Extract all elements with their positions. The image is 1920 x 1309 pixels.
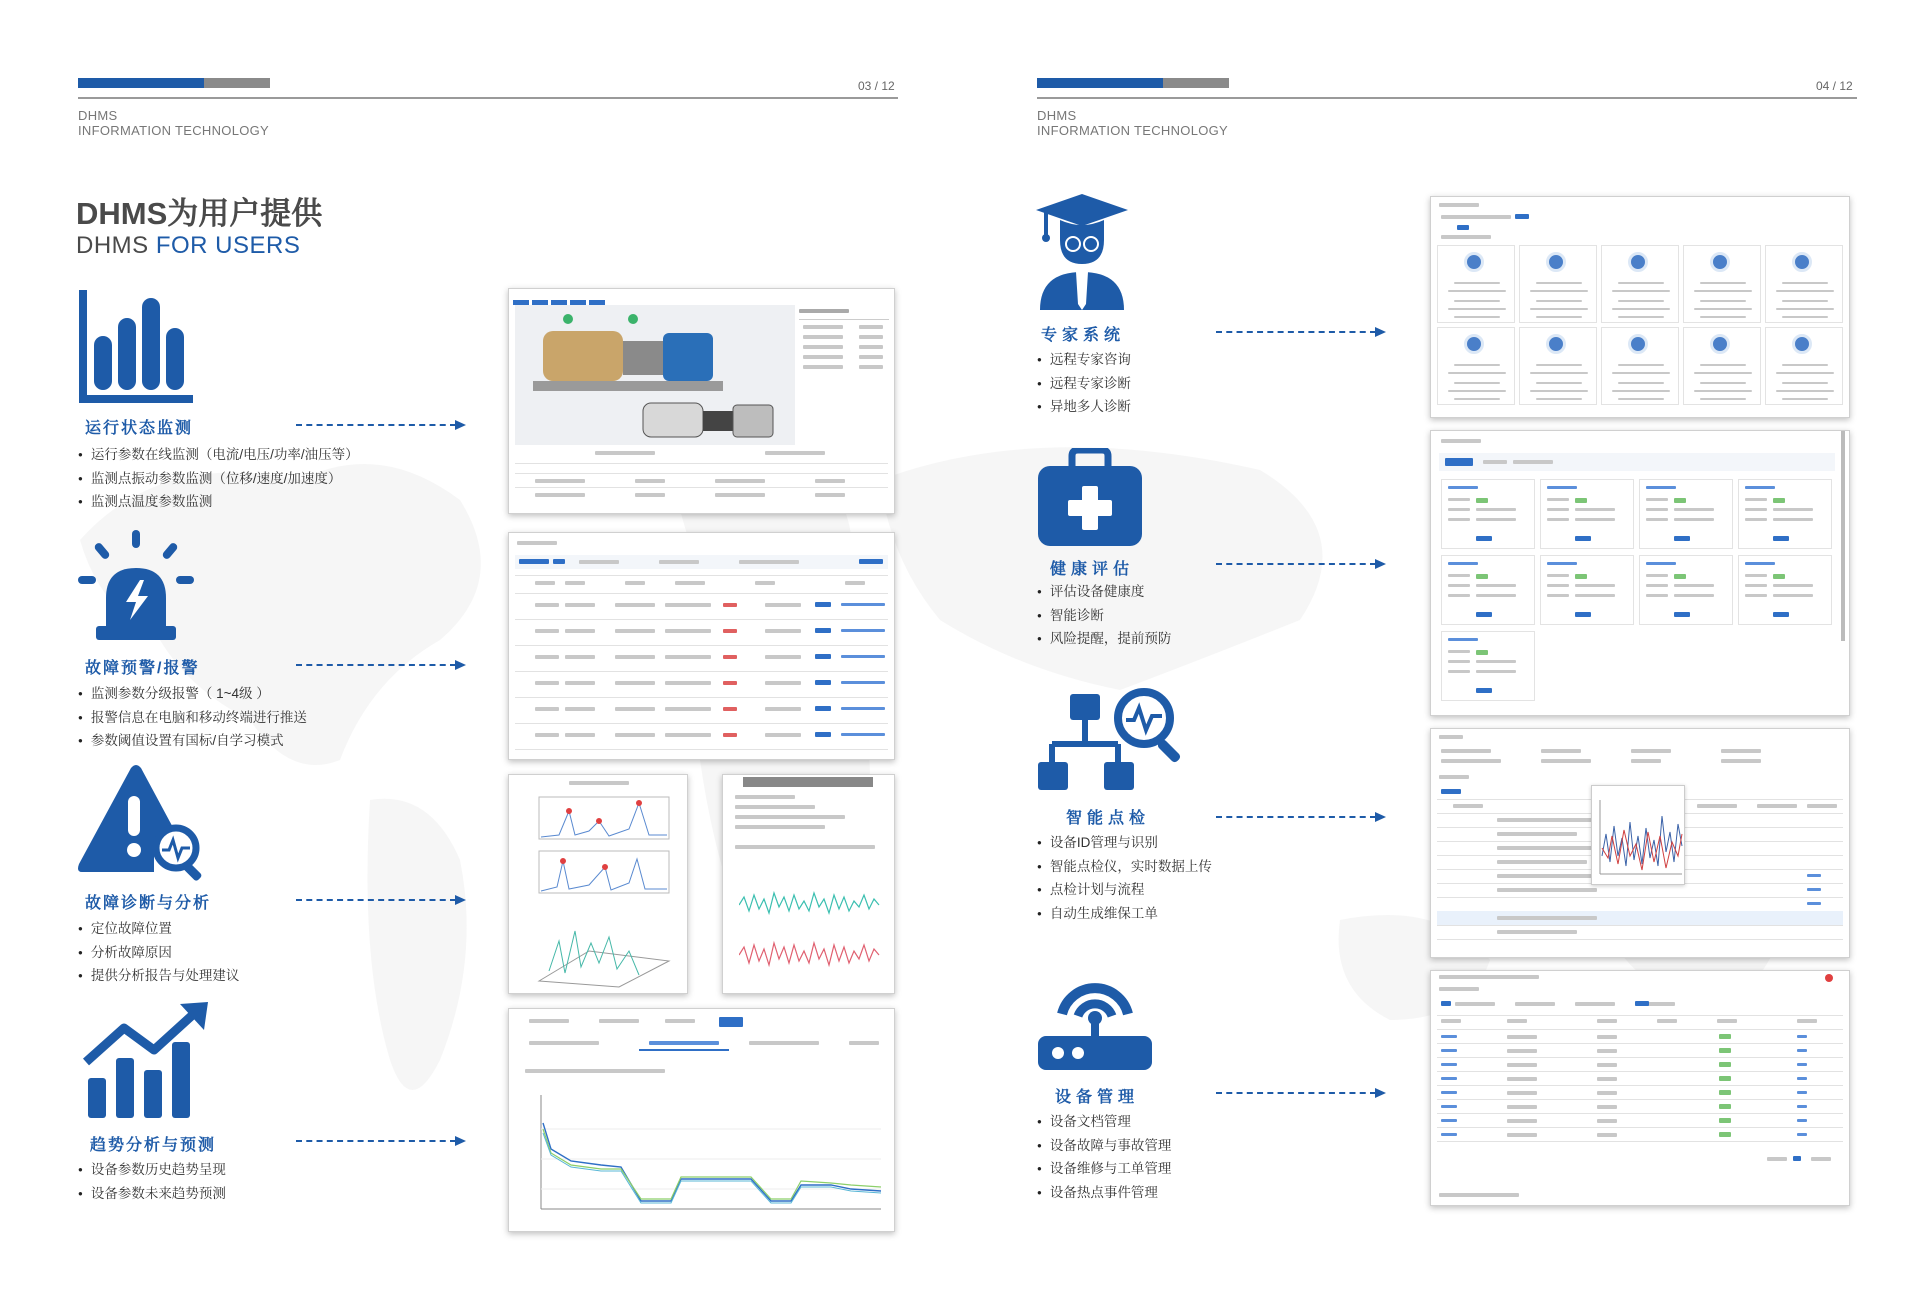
router-device-icon	[1036, 956, 1154, 1074]
avatar	[1546, 334, 1566, 354]
list-item: ● 监测点振动参数监测（位移/速度/加速度）	[78, 467, 359, 491]
expert-card	[1519, 327, 1597, 405]
list-item: ● 设备文档管理	[1037, 1110, 1171, 1134]
list-item: ● 远程专家诊断	[1037, 372, 1131, 396]
dashed-arrow	[1216, 559, 1386, 569]
list-item: ● 风险提醒，提前预防	[1037, 627, 1171, 651]
screenshot-diagnosis-report	[508, 774, 688, 994]
expert-card	[1683, 327, 1761, 405]
feature-bullets	[78, 443, 359, 514]
list-item: ● 设备故障与事故管理	[1037, 1134, 1171, 1158]
dashed-arrow	[1216, 327, 1386, 337]
header-accent-blue	[1037, 78, 1163, 88]
expert-card	[1765, 327, 1843, 405]
list-item: ● 设备参数历史趋势呈现	[78, 1158, 226, 1182]
list-item: ● 评估设备健康度	[1037, 580, 1171, 604]
trend-line-plot	[521, 1089, 891, 1229]
dashed-arrow	[296, 420, 466, 430]
feature-title-expert-system: 专家系统	[1041, 327, 1126, 344]
list-item: ● 分析故障原因	[78, 941, 239, 965]
health-card	[1738, 555, 1832, 625]
feature-bullets	[1037, 831, 1212, 925]
avatar	[1464, 252, 1484, 272]
dashed-arrow	[296, 895, 466, 905]
list-item: ● 设备热点事件管理	[1037, 1181, 1171, 1205]
health-card	[1540, 555, 1634, 625]
list-item: ● 远程专家咨询	[1037, 348, 1131, 372]
list-item: ● 智能诊断	[1037, 604, 1171, 628]
avatar	[1710, 334, 1730, 354]
brand-tagline: INFORMATION TECHNOLOGY	[78, 123, 270, 138]
header-accent-blue	[78, 78, 204, 88]
screenshot-health-assessment	[1430, 430, 1850, 716]
medical-kit-icon	[1036, 448, 1144, 548]
list-item: ● 提供分析报告与处理建议	[78, 964, 239, 988]
header-accent-gray	[1163, 78, 1229, 88]
avatar	[1710, 252, 1730, 272]
expert-card	[1601, 245, 1679, 323]
screenshot-inspection	[1430, 728, 1850, 958]
feature-bullets	[78, 917, 239, 988]
list-item: ● 监测参数分级报警（ 1~4级 ）	[78, 682, 307, 706]
feature-title-status-monitoring: 运行状态监测	[85, 420, 194, 437]
health-card	[1639, 479, 1733, 549]
screenshot-trend-chart	[508, 1008, 895, 1232]
alarm-light-icon	[76, 528, 196, 646]
health-card	[1441, 555, 1535, 625]
avatar	[1628, 334, 1648, 354]
screenshot-status-monitoring	[508, 288, 895, 514]
feature-title-equipment-management: 设备管理	[1055, 1089, 1140, 1106]
brand-name: DHMS	[1037, 108, 1077, 123]
screenshot-waveform-report	[722, 774, 895, 994]
expert-card	[1437, 327, 1515, 405]
page-number: 03 / 12	[858, 79, 895, 93]
dashed-arrow	[296, 660, 466, 670]
dashed-arrow	[1216, 1088, 1386, 1098]
page-subtitle	[76, 232, 300, 260]
header-accent-gray	[204, 78, 270, 88]
subtitle-prefix: DHMS	[76, 232, 156, 259]
trend-chart-icon	[82, 1002, 212, 1120]
network-inspect-icon	[1036, 684, 1186, 796]
list-item: ● 设备ID管理与识别	[1037, 831, 1212, 855]
alarm-table	[515, 575, 888, 755]
feature-title-trend-analysis: 趋势分析与预测	[90, 1137, 217, 1154]
expert-card	[1519, 245, 1597, 323]
health-card	[1540, 479, 1634, 549]
feature-bullets	[1037, 348, 1131, 419]
screenshot-expert-list	[1430, 196, 1850, 418]
list-item: ● 定位故障位置	[78, 917, 239, 941]
feature-title-fault-alarm: 故障预警/报警	[85, 660, 200, 677]
dashed-arrow	[296, 1136, 466, 1146]
list-item: ● 设备参数未来趋势预测	[78, 1182, 226, 1206]
expert-card	[1765, 245, 1843, 323]
expert-card-grid	[1437, 245, 1845, 409]
expert-card	[1437, 245, 1515, 323]
list-item: ● 智能点检仪，实时数据上传	[1037, 855, 1212, 879]
list-item: ● 报警信息在电脑和移动终端进行推送	[78, 706, 307, 730]
expert-card	[1683, 245, 1761, 323]
health-card	[1441, 631, 1535, 701]
page-number: 04 / 12	[1816, 79, 1853, 93]
health-card	[1441, 479, 1535, 549]
list-item: ● 参数阈值设置有国标/自学习模式	[78, 729, 307, 753]
inspection-waveform	[1592, 786, 1686, 886]
vibration-waveform	[739, 875, 884, 985]
expert-graduate-icon	[1036, 192, 1128, 312]
header-rule	[1037, 97, 1857, 99]
feature-bullets	[78, 682, 307, 753]
health-card	[1639, 555, 1733, 625]
feature-bullets	[1037, 580, 1171, 651]
list-item: ● 自动生成维保工单	[1037, 902, 1212, 926]
avatar	[1628, 252, 1648, 272]
subtitle-highlight: FOR USERS	[155, 232, 301, 259]
health-card-grid	[1441, 479, 1837, 709]
feature-bullets	[1037, 1110, 1171, 1204]
bar-chart-icon	[76, 288, 196, 406]
spectrum-plot	[519, 791, 679, 991]
list-item: ● 监测点温度参数监测	[78, 490, 359, 514]
machine-3d-illustration	[523, 311, 793, 441]
dashed-arrow	[1216, 812, 1386, 822]
warning-search-icon	[76, 764, 206, 882]
equipment-table	[1437, 1015, 1843, 1165]
list-item: ● 异地多人诊断	[1037, 395, 1131, 419]
page-title: DHMS为用户提供	[76, 196, 323, 231]
list-item: ● 设备维修与工单管理	[1037, 1157, 1171, 1181]
feature-bullets	[78, 1158, 226, 1205]
screenshot-alarm-table	[508, 532, 895, 760]
expert-card	[1601, 327, 1679, 405]
avatar	[1792, 252, 1812, 272]
list-item: ● 点检计划与流程	[1037, 878, 1212, 902]
brand-name: DHMS	[78, 108, 118, 123]
header-rule	[78, 97, 898, 99]
health-card	[1738, 479, 1832, 549]
avatar	[1464, 334, 1484, 354]
feature-title-fault-diagnosis: 故障诊断与分析	[85, 895, 212, 912]
list-item: ● 运行参数在线监测（电流/电压/功率/油压等）	[78, 443, 359, 467]
screenshot-equipment-table	[1430, 970, 1850, 1206]
brand-tagline: INFORMATION TECHNOLOGY	[1037, 123, 1229, 138]
avatar	[1546, 252, 1566, 272]
feature-title-smart-inspection: 智能点检	[1066, 810, 1151, 827]
feature-title-health-assessment: 健康评估	[1050, 561, 1135, 578]
avatar	[1792, 334, 1812, 354]
